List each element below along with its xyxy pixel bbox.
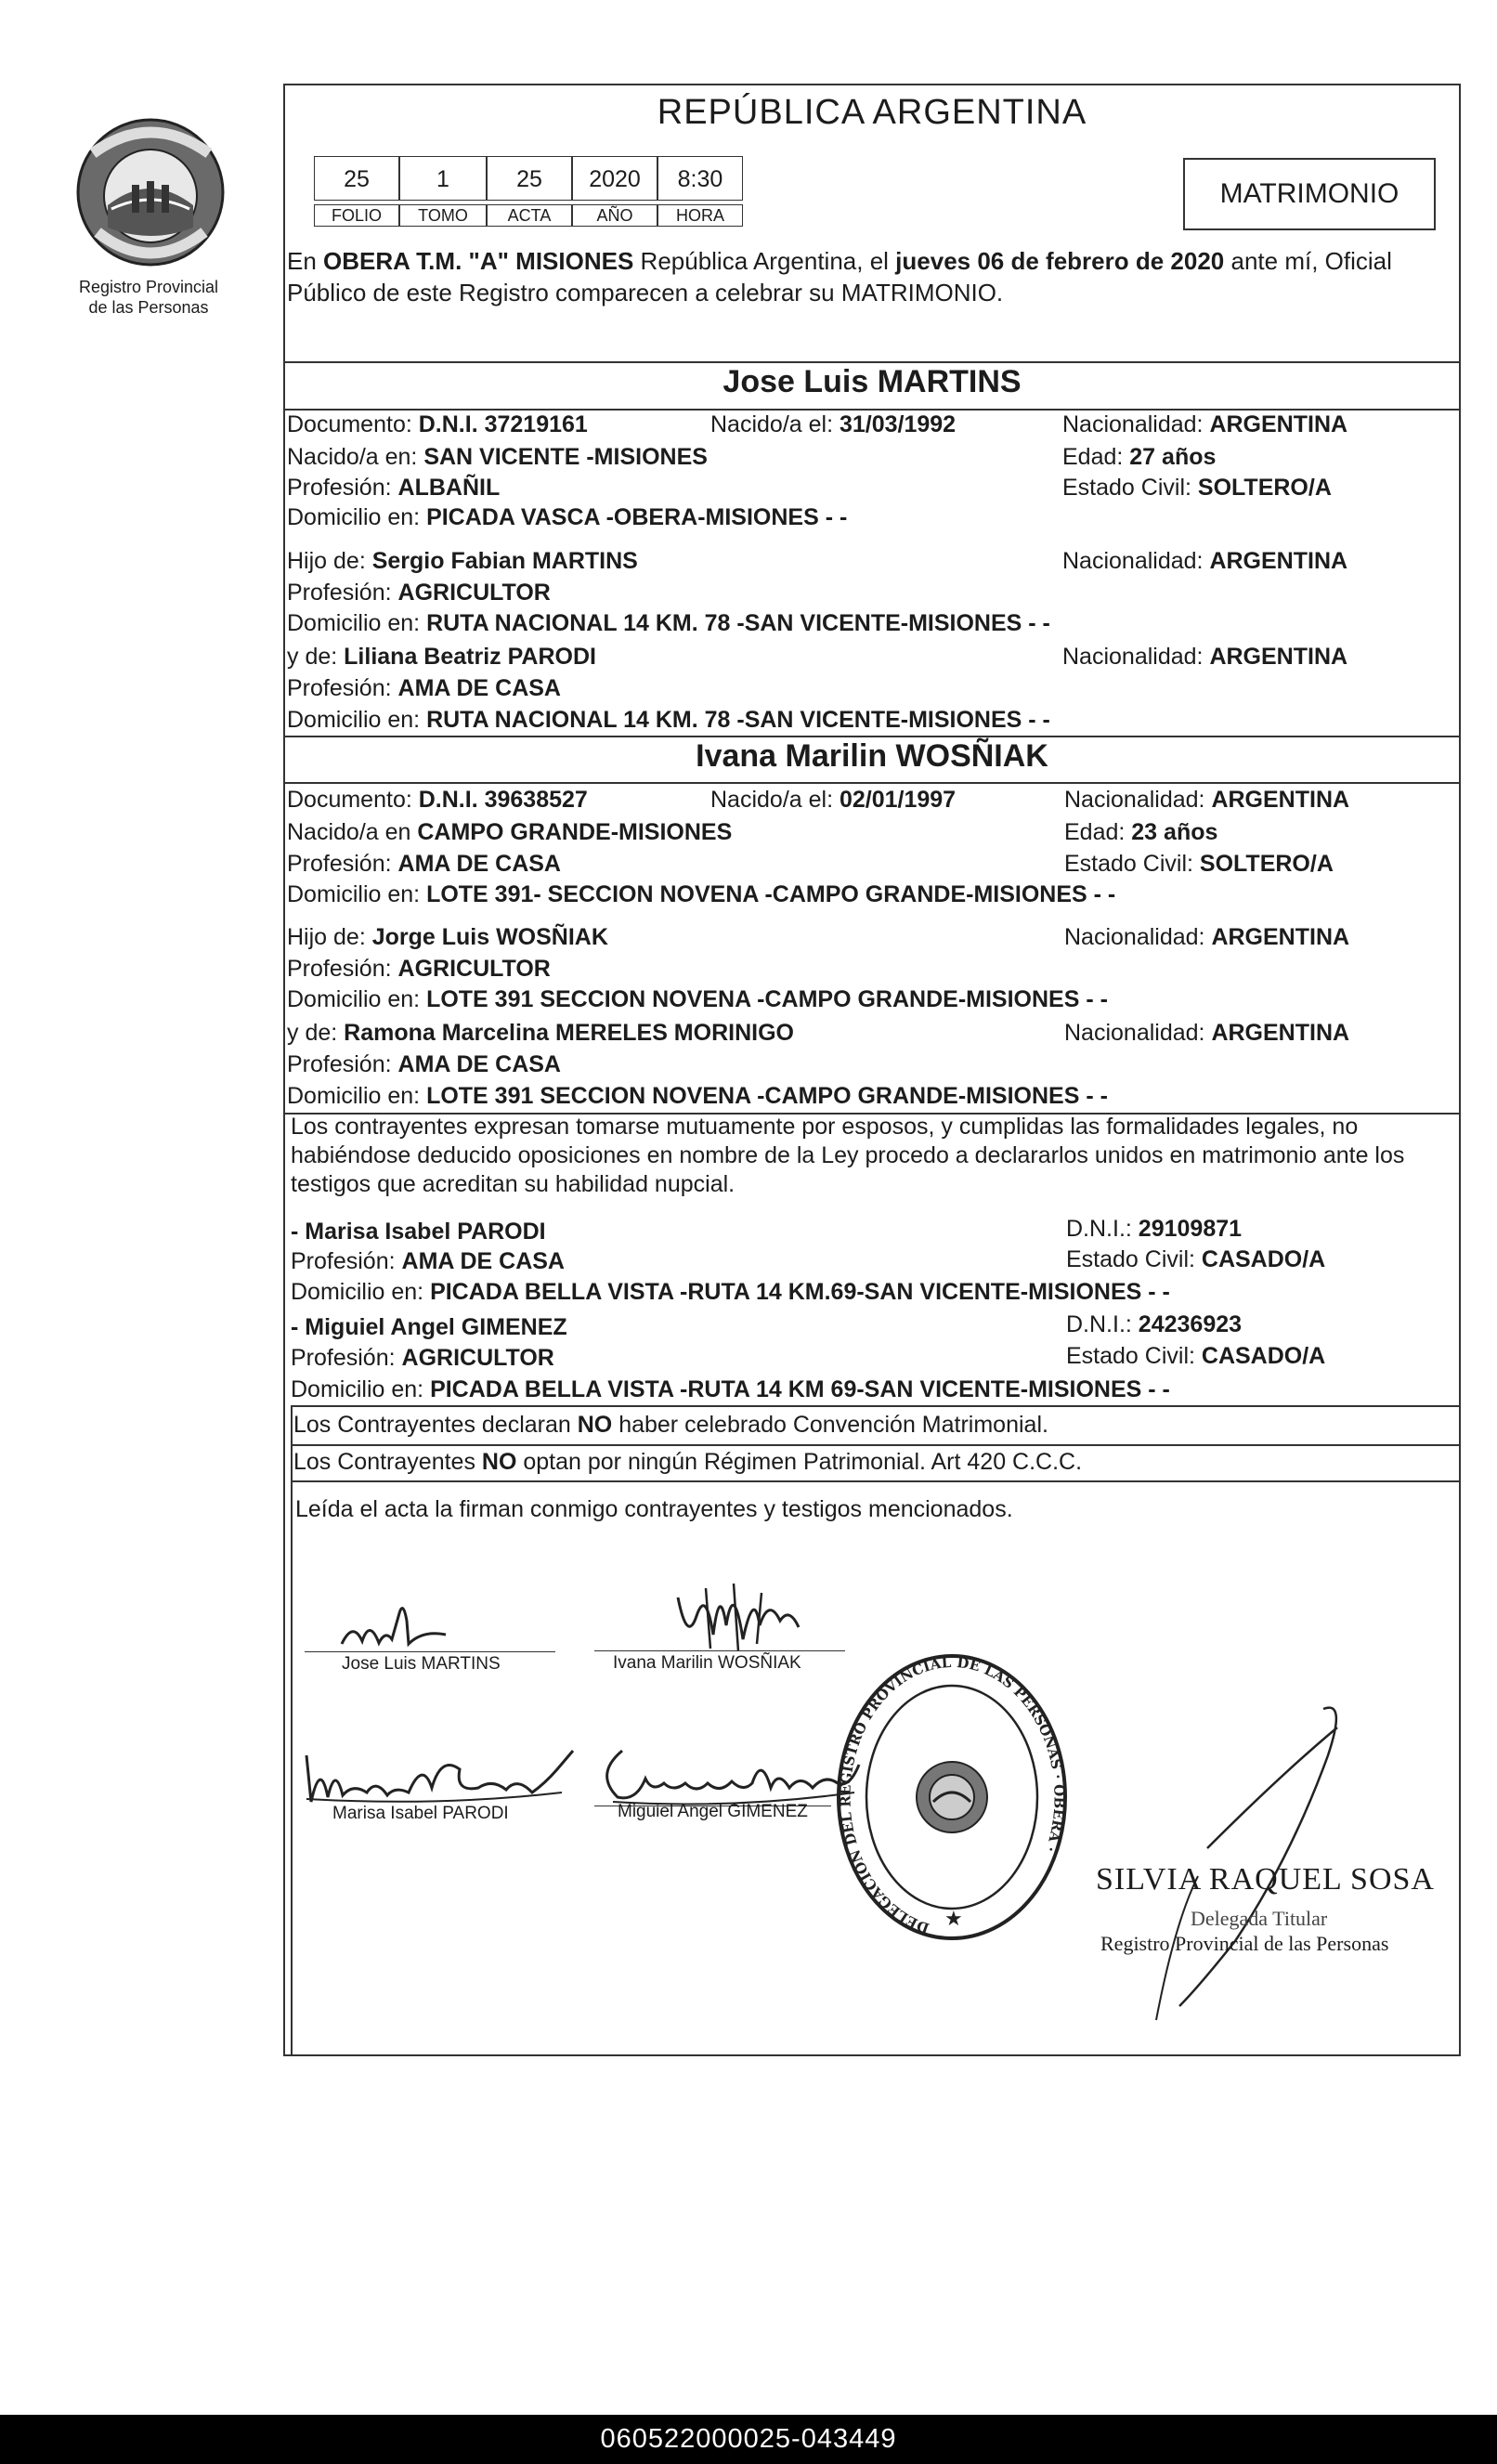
label: Profesión: [287, 475, 398, 501]
bride-mother [287, 1019, 794, 1047]
groom-father-domicilio [287, 609, 1050, 637]
bride-nacido-el [710, 786, 956, 814]
value: PICADA BELLA VISTA -RUTA 14 KM 69-SAN VICENTE-MISIONES - - [430, 1376, 1170, 1402]
value: 31/03/1992 [839, 411, 957, 437]
logo-caption [46, 277, 251, 318]
witness1-name [291, 1218, 546, 1245]
value: ARGENTINA [1211, 1020, 1350, 1046]
text: Los Contrayentes declaran [293, 1412, 578, 1438]
value: Ramona Marcelina MERELES MORINIGO [344, 1020, 794, 1046]
intro-place: OBERA T.M. "A" MISIONES [323, 247, 634, 275]
bride-profesion [287, 850, 561, 878]
witness2-domicilio [291, 1375, 1170, 1403]
intro-text-3: ante mí, Oficial Público de este Registro comparecen a celebrar su MATRIMONIO. [287, 247, 1392, 306]
closing-statement: Leída el acta la firman conmigo contrayentes y testigos mencionados. [295, 1496, 1013, 1522]
bride-mother-domicilio [287, 1082, 1108, 1110]
value: ARGENTINA [1209, 411, 1348, 437]
hora-value: 8:30 [657, 156, 743, 201]
ano-label: AÑO [572, 204, 657, 227]
province-seal-logo [74, 116, 228, 269]
tomo-value: 1 [399, 156, 487, 201]
bride-father [287, 923, 608, 951]
value: LOTE 391- SECCION NOVENA -CAMPO GRANDE-MISIONES - - [426, 881, 1116, 907]
delegate-signature [1068, 1690, 1347, 2025]
label: Profesión: [287, 1051, 398, 1077]
text: haber celebrado Convención Matrimonial. [612, 1412, 1048, 1438]
emphasis: NO [481, 1449, 517, 1475]
emphasis: NO [577, 1412, 613, 1438]
label: Domicilio en: [287, 1083, 427, 1109]
divider [291, 1480, 293, 2056]
divider [283, 736, 1461, 737]
ano-value: 2020 [572, 156, 657, 201]
label: Nacionalidad: [1064, 1020, 1212, 1046]
groom-name: Jose Luis MARTINS [722, 364, 1022, 399]
intro-paragraph [287, 245, 1457, 308]
regimen-statement [293, 1448, 1082, 1476]
value: ARGENTINA [1211, 924, 1350, 950]
label: Nacido/a en: [287, 444, 424, 470]
value: ALBAÑIL [397, 475, 501, 501]
label: Documento: [287, 787, 419, 813]
intro-text-1: En [287, 247, 324, 275]
value: ARGENTINA [1211, 787, 1350, 813]
witness1-signature-label: Marisa Isabel PARODI [332, 1804, 509, 1823]
witness2-dni [1066, 1310, 1242, 1338]
value: - Miguiel Angel GIMENEZ [291, 1314, 567, 1340]
divider [283, 361, 1461, 363]
bride-domicilio [287, 880, 1115, 908]
value: AMA DE CASA [397, 1051, 561, 1077]
value: SOLTERO/A [1199, 851, 1334, 877]
label: Documento: [287, 411, 419, 437]
hora-label: HORA [657, 204, 743, 227]
value: SAN VICENTE -MISIONES [423, 444, 708, 470]
text: optan por ningún Régimen Patrimonial. Art 420 C.C.C. [516, 1449, 1083, 1475]
groom-mother-profesion [287, 674, 561, 702]
bride-name: Ivana Marilin WOSÑIAK [696, 738, 1048, 774]
groom-estado-civil [1062, 474, 1332, 502]
svg-text:DELEGACION DEL REGISTRO PROVIN: DELEGACION DEL REGISTRO PROVINCIAL DE LAS PERSONAS · OBERA · [837, 1653, 1068, 1937]
groom-mother-nacionalidad [1062, 643, 1347, 671]
label: Hijo de: [287, 548, 372, 574]
witness1-signature [302, 1741, 580, 1811]
groom-domicilio [287, 503, 847, 531]
bride-documento [287, 786, 588, 814]
value: AGRICULTOR [397, 580, 551, 606]
label: Nacionalidad: [1062, 411, 1210, 437]
label: Domicilio en: [287, 881, 427, 907]
value: CAMPO GRANDE-MISIONES [417, 819, 733, 845]
text: Los Contrayentes [293, 1449, 482, 1475]
delegate-name: SILVIA RAQUEL SOSA [1096, 1862, 1435, 1897]
value: D.N.I. 37219161 [418, 411, 588, 437]
value: 24236923 [1138, 1311, 1243, 1337]
act-type-box: MATRIMONIO [1183, 158, 1436, 230]
witness1-estado-civil [1066, 1245, 1325, 1273]
convencion-statement [293, 1411, 1048, 1439]
declaration-paragraph: Los contrayentes expresan tomarse mutuamente por esposos, y cumplidas las formalidades legales, no habiéndose deducido oposiciones en nombre de la Ley procedo a declararlos unidos en matrimonio ante los testigos que acreditan su habilidad nupcial. [291, 1114, 1405, 1197]
label: Nacionalidad: [1062, 548, 1210, 574]
value: PICADA VASCA -OBERA-MISIONES - - [426, 504, 848, 530]
groom-edad [1062, 443, 1216, 471]
label: Nacido/a el: [710, 411, 840, 437]
bride-mother-profesion [287, 1050, 561, 1078]
label: Profesión: [287, 580, 398, 606]
label: Hijo de: [287, 924, 372, 950]
label: Profesión: [287, 675, 398, 701]
value: RUTA NACIONAL 14 KM. 78 -SAN VICENTE-MISIONES - - [426, 610, 1050, 636]
label: Profesión: [287, 851, 398, 877]
groom-mother-domicilio [287, 706, 1050, 734]
label: y de: [287, 644, 345, 670]
value: CASADO/A [1201, 1246, 1326, 1272]
value: ARGENTINA [1209, 548, 1348, 574]
value: AGRICULTOR [397, 956, 551, 982]
label: Domicilio en: [291, 1376, 431, 1402]
bride-father-domicilio [287, 985, 1108, 1013]
acta-label: ACTA [487, 204, 572, 227]
groom-documento [287, 411, 588, 438]
tomo-label: TOMO [399, 204, 487, 227]
groom-nacido-en [287, 443, 708, 471]
value: ARGENTINA [1209, 644, 1348, 670]
label: Edad: [1064, 819, 1132, 845]
groom-father-nacionalidad [1062, 547, 1347, 575]
value: Liliana Beatriz PARODI [344, 644, 596, 670]
groom-nacionalidad [1062, 411, 1347, 438]
value: RUTA NACIONAL 14 KM. 78 -SAN VICENTE-MISIONES - - [426, 707, 1050, 733]
label: Nacionalidad: [1064, 787, 1212, 813]
bride-estado-civil [1064, 850, 1334, 878]
logo-caption-line1: Registro Provincial [78, 278, 219, 296]
bride-father-profesion [287, 955, 551, 983]
label: Domicilio en: [287, 610, 427, 636]
document-title: REPÚBLICA ARGENTINA [657, 93, 1087, 132]
label: Edad: [1062, 444, 1130, 470]
bride-edad [1064, 818, 1217, 846]
label: Estado Civil: [1062, 475, 1198, 501]
bride-signature-label: Ivana Marilin WOSÑIAK [613, 1653, 801, 1673]
groom-signature-line [305, 1651, 555, 1652]
folio-label: FOLIO [314, 204, 399, 227]
label: Nacionalidad: [1062, 644, 1210, 670]
value: 27 años [1129, 444, 1217, 470]
witness1-profesion [291, 1247, 565, 1275]
label: Domicilio en: [287, 986, 427, 1012]
label: Profesión: [287, 956, 398, 982]
value: AMA DE CASA [401, 1248, 565, 1274]
intro-date: jueves 06 de febrero de 2020 [895, 247, 1225, 275]
label: Nacido/a el: [710, 787, 840, 813]
folio-value: 25 [314, 156, 399, 201]
label: Profesión: [291, 1248, 402, 1274]
label: Nacido/a en [287, 819, 418, 845]
official-stamp [831, 1649, 1073, 1955]
svg-text:★: ★ [944, 1908, 963, 1931]
witness2-estado-civil [1066, 1342, 1325, 1370]
witness1-dni [1066, 1215, 1242, 1243]
value: - Marisa Isabel PARODI [291, 1219, 546, 1245]
bride-nacido-en [287, 818, 732, 846]
groom-signature-label: Jose Luis MARTINS [342, 1654, 501, 1674]
value: LOTE 391 SECCION NOVENA -CAMPO GRANDE-MISIONES - - [426, 1083, 1108, 1109]
value: AMA DE CASA [397, 675, 561, 701]
label: Estado Civil: [1064, 851, 1200, 877]
value: SOLTERO/A [1197, 475, 1332, 501]
document-code-bar: 060522000025-043449 [0, 2415, 1497, 2464]
label: Nacionalidad: [1064, 924, 1212, 950]
value: AGRICULTOR [401, 1345, 554, 1371]
label: Domicilio en: [287, 707, 427, 733]
value: 02/01/1997 [839, 787, 957, 813]
groom-mother [287, 643, 596, 671]
groom-father-profesion [287, 579, 551, 606]
value: 29109871 [1138, 1216, 1243, 1242]
bride-signature [669, 1570, 808, 1662]
bride-father-nacionalidad [1064, 923, 1349, 951]
value: 23 años [1131, 819, 1218, 845]
groom-signature [334, 1593, 455, 1658]
acta-value: 25 [487, 156, 572, 201]
value: LOTE 391 SECCION NOVENA -CAMPO GRANDE-MISIONES - - [426, 986, 1108, 1012]
label: Domicilio en: [287, 504, 427, 530]
value: Jorge Luis WOSÑIAK [371, 924, 608, 950]
label: Profesión: [291, 1345, 402, 1371]
groom-nacido-el [710, 411, 956, 438]
witness1-domicilio [291, 1278, 1170, 1306]
value: PICADA BELLA VISTA -RUTA 14 KM.69-SAN VICENTE-MISIONES - - [430, 1279, 1170, 1305]
delegate-office: Registro Provincial de las Personas [1100, 1932, 1389, 1955]
label: Estado Civil: [1066, 1246, 1202, 1272]
delegate-role: Delegada Titular [1191, 1907, 1328, 1930]
witness2-name [291, 1313, 567, 1341]
bride-mother-nacionalidad [1064, 1019, 1349, 1047]
label: Estado Civil: [1066, 1343, 1202, 1369]
groom-profesion [287, 474, 500, 502]
label: y de: [287, 1020, 345, 1046]
bride-nacionalidad [1064, 786, 1349, 814]
groom-father [287, 547, 638, 575]
value: AMA DE CASA [397, 851, 561, 877]
value: Sergio Fabian MARTINS [371, 548, 638, 574]
value: D.N.I. 39638527 [418, 787, 588, 813]
divider [291, 1480, 1461, 1482]
bride-signature-line [594, 1650, 845, 1651]
label: Domicilio en: [291, 1279, 431, 1305]
divider [283, 782, 1461, 784]
witness2-signature-label: Miguiel Angel GIMENEZ [618, 1802, 808, 1821]
divider [291, 1444, 1461, 1446]
label: D.N.I.: [1066, 1311, 1139, 1337]
divider [291, 1405, 1461, 1407]
intro-text-2: República Argentina, el [633, 247, 896, 275]
logo-caption-line2: de las Personas [88, 298, 209, 317]
label: D.N.I.: [1066, 1216, 1139, 1242]
value: CASADO/A [1201, 1343, 1326, 1369]
witness2-profesion [291, 1344, 554, 1372]
